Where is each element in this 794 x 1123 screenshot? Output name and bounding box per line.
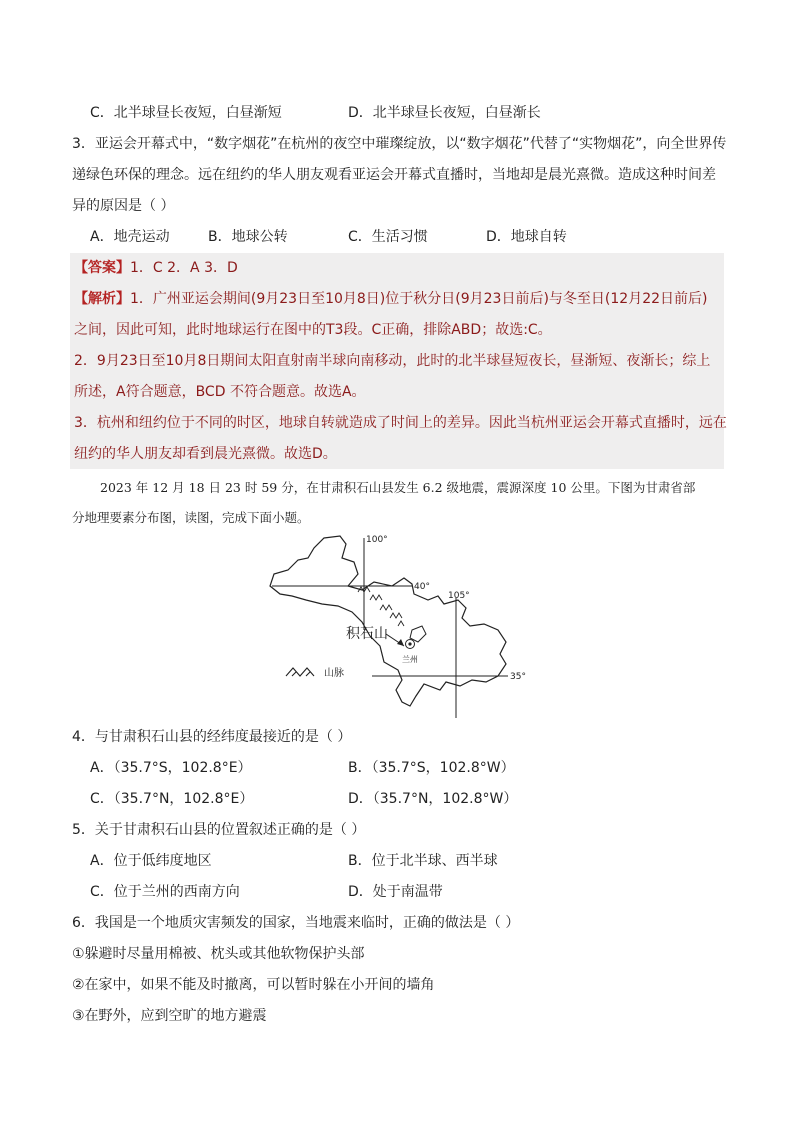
q4-option-a: A．（35.7°S，102.8°E） <box>90 760 252 776</box>
q6-stem: 6．我国是一个地质灾害频发的国家，当地震来临时，正确的做法是（ ） <box>72 915 520 931</box>
q6-item-2: ②在家中，如果不能及时撤离，可以暂时躲在小开间的墙角 <box>72 977 435 993</box>
q5-stem: 5．关于甘肃积石山县的位置叙述正确的是（ ） <box>72 822 366 838</box>
q2-option-d: D．北半球昼长夜短，白昼渐长 <box>348 105 541 121</box>
q3-option-d: D．地球自转 <box>486 229 567 245</box>
q2-option-c: C．北半球昼长夜短，白昼渐短 <box>90 105 282 121</box>
q5-option-c: C．位于兰州的西南方向 <box>90 884 240 900</box>
lanzhou-marker-inner <box>408 642 411 645</box>
material-intro-line-2: 分地理要素分布图，读图，完成下面小题。 <box>72 510 310 525</box>
q4-option-c: C．（35.7°N，102.8°E） <box>90 791 254 807</box>
q4-option-d: D．（35.7°N，102.8°W） <box>348 791 518 807</box>
analysis-line-4: 所述，A符合题意，BCD 不符合题意。故选A。 <box>74 384 366 400</box>
analysis-line-5: 3．杭州和纽约位于不同的时区，地球自转就造成了时间上的差异。因此当杭州亚运会开幕式直播时，远在 <box>74 415 727 431</box>
q5-option-a: A．位于低纬度地区 <box>90 853 212 869</box>
label-mountain-legend: 山脉 <box>324 668 344 679</box>
q3-option-c: C．生活习惯 <box>348 229 428 245</box>
label-100: 100° <box>366 535 388 545</box>
q3-stem-line-1: 3．亚运会开幕式中，“数字烟花”在杭州的夜空中璀璨绽放，以“数字烟花”代替了“实物烟花”，向全世界传 <box>72 136 727 152</box>
analysis-line-3: 2．9月23日至10月8日期间太阳直射南半球向南移动，此时的北半球昼短夜长，昼渐短、夜渐长；综上 <box>74 353 711 369</box>
q5-option-b: B．位于北半球、西半球 <box>348 853 498 869</box>
q5-option-d: D．处于南温带 <box>348 884 443 900</box>
label-105: 105° <box>448 591 470 601</box>
gansu-map <box>262 530 542 720</box>
mountain-legend-icon <box>286 668 314 676</box>
q6-item-3: ③在野外，应到空旷的地方避震 <box>72 1008 267 1024</box>
analysis-text-1: 1．广州亚运会期间(9月23日至10月8日)位于秋分日(9月23日前后)与冬至日(12月22日前后) <box>130 291 708 307</box>
label-jishishan: 积石山 <box>346 626 388 642</box>
answer-analysis-block <box>70 253 727 469</box>
analysis-line-2: 之间，因此可知，此时地球运行在图中的T3段。C正确，排除ABD；故选:C。 <box>74 322 552 338</box>
analysis-line-1 <box>74 289 707 309</box>
analysis-label: 【解析】 <box>74 291 130 307</box>
q4-option-b: B．（35.7°S，102.8°W） <box>348 760 515 776</box>
label-35: 35° <box>510 672 526 682</box>
q3-option-b: B．地球公转 <box>208 229 288 245</box>
gansu-outline <box>270 536 506 706</box>
analysis-line-6: 纽约的华人朋友却看到晨光熹微。故选D。 <box>74 446 337 462</box>
q6-item-1: ①躲避时尽量用棉被、枕头或其他软物保护头部 <box>72 946 365 962</box>
q3-stem-line-2: 递绿色环保的理念。远在纽约的华人朋友观看亚运会开幕式直播时，当地却是晨光熹微。造成这种时间差 <box>72 167 716 183</box>
material-intro-line-1: 2023 年 12 月 18 日 23 时 59 分，在甘肃积石山县发生 6.2 级地震，震源深度 10 公里。下图为甘肃省部 <box>100 480 696 495</box>
answer-text: 1．C 2．A 3．D <box>130 260 238 276</box>
gansu-map-svg <box>262 530 542 720</box>
q4-stem: 4．与甘肃积石山县的经纬度最接近的是（ ） <box>72 729 352 745</box>
label-lanzhou: 兰州 <box>402 655 418 664</box>
answer-line <box>74 258 238 278</box>
q3-stem-line-3: 异的原因是（ ） <box>72 198 175 214</box>
label-40: 40° <box>414 582 430 592</box>
q3-option-a: A．地壳运动 <box>90 229 170 245</box>
answer-label: 【答案】 <box>74 260 130 276</box>
